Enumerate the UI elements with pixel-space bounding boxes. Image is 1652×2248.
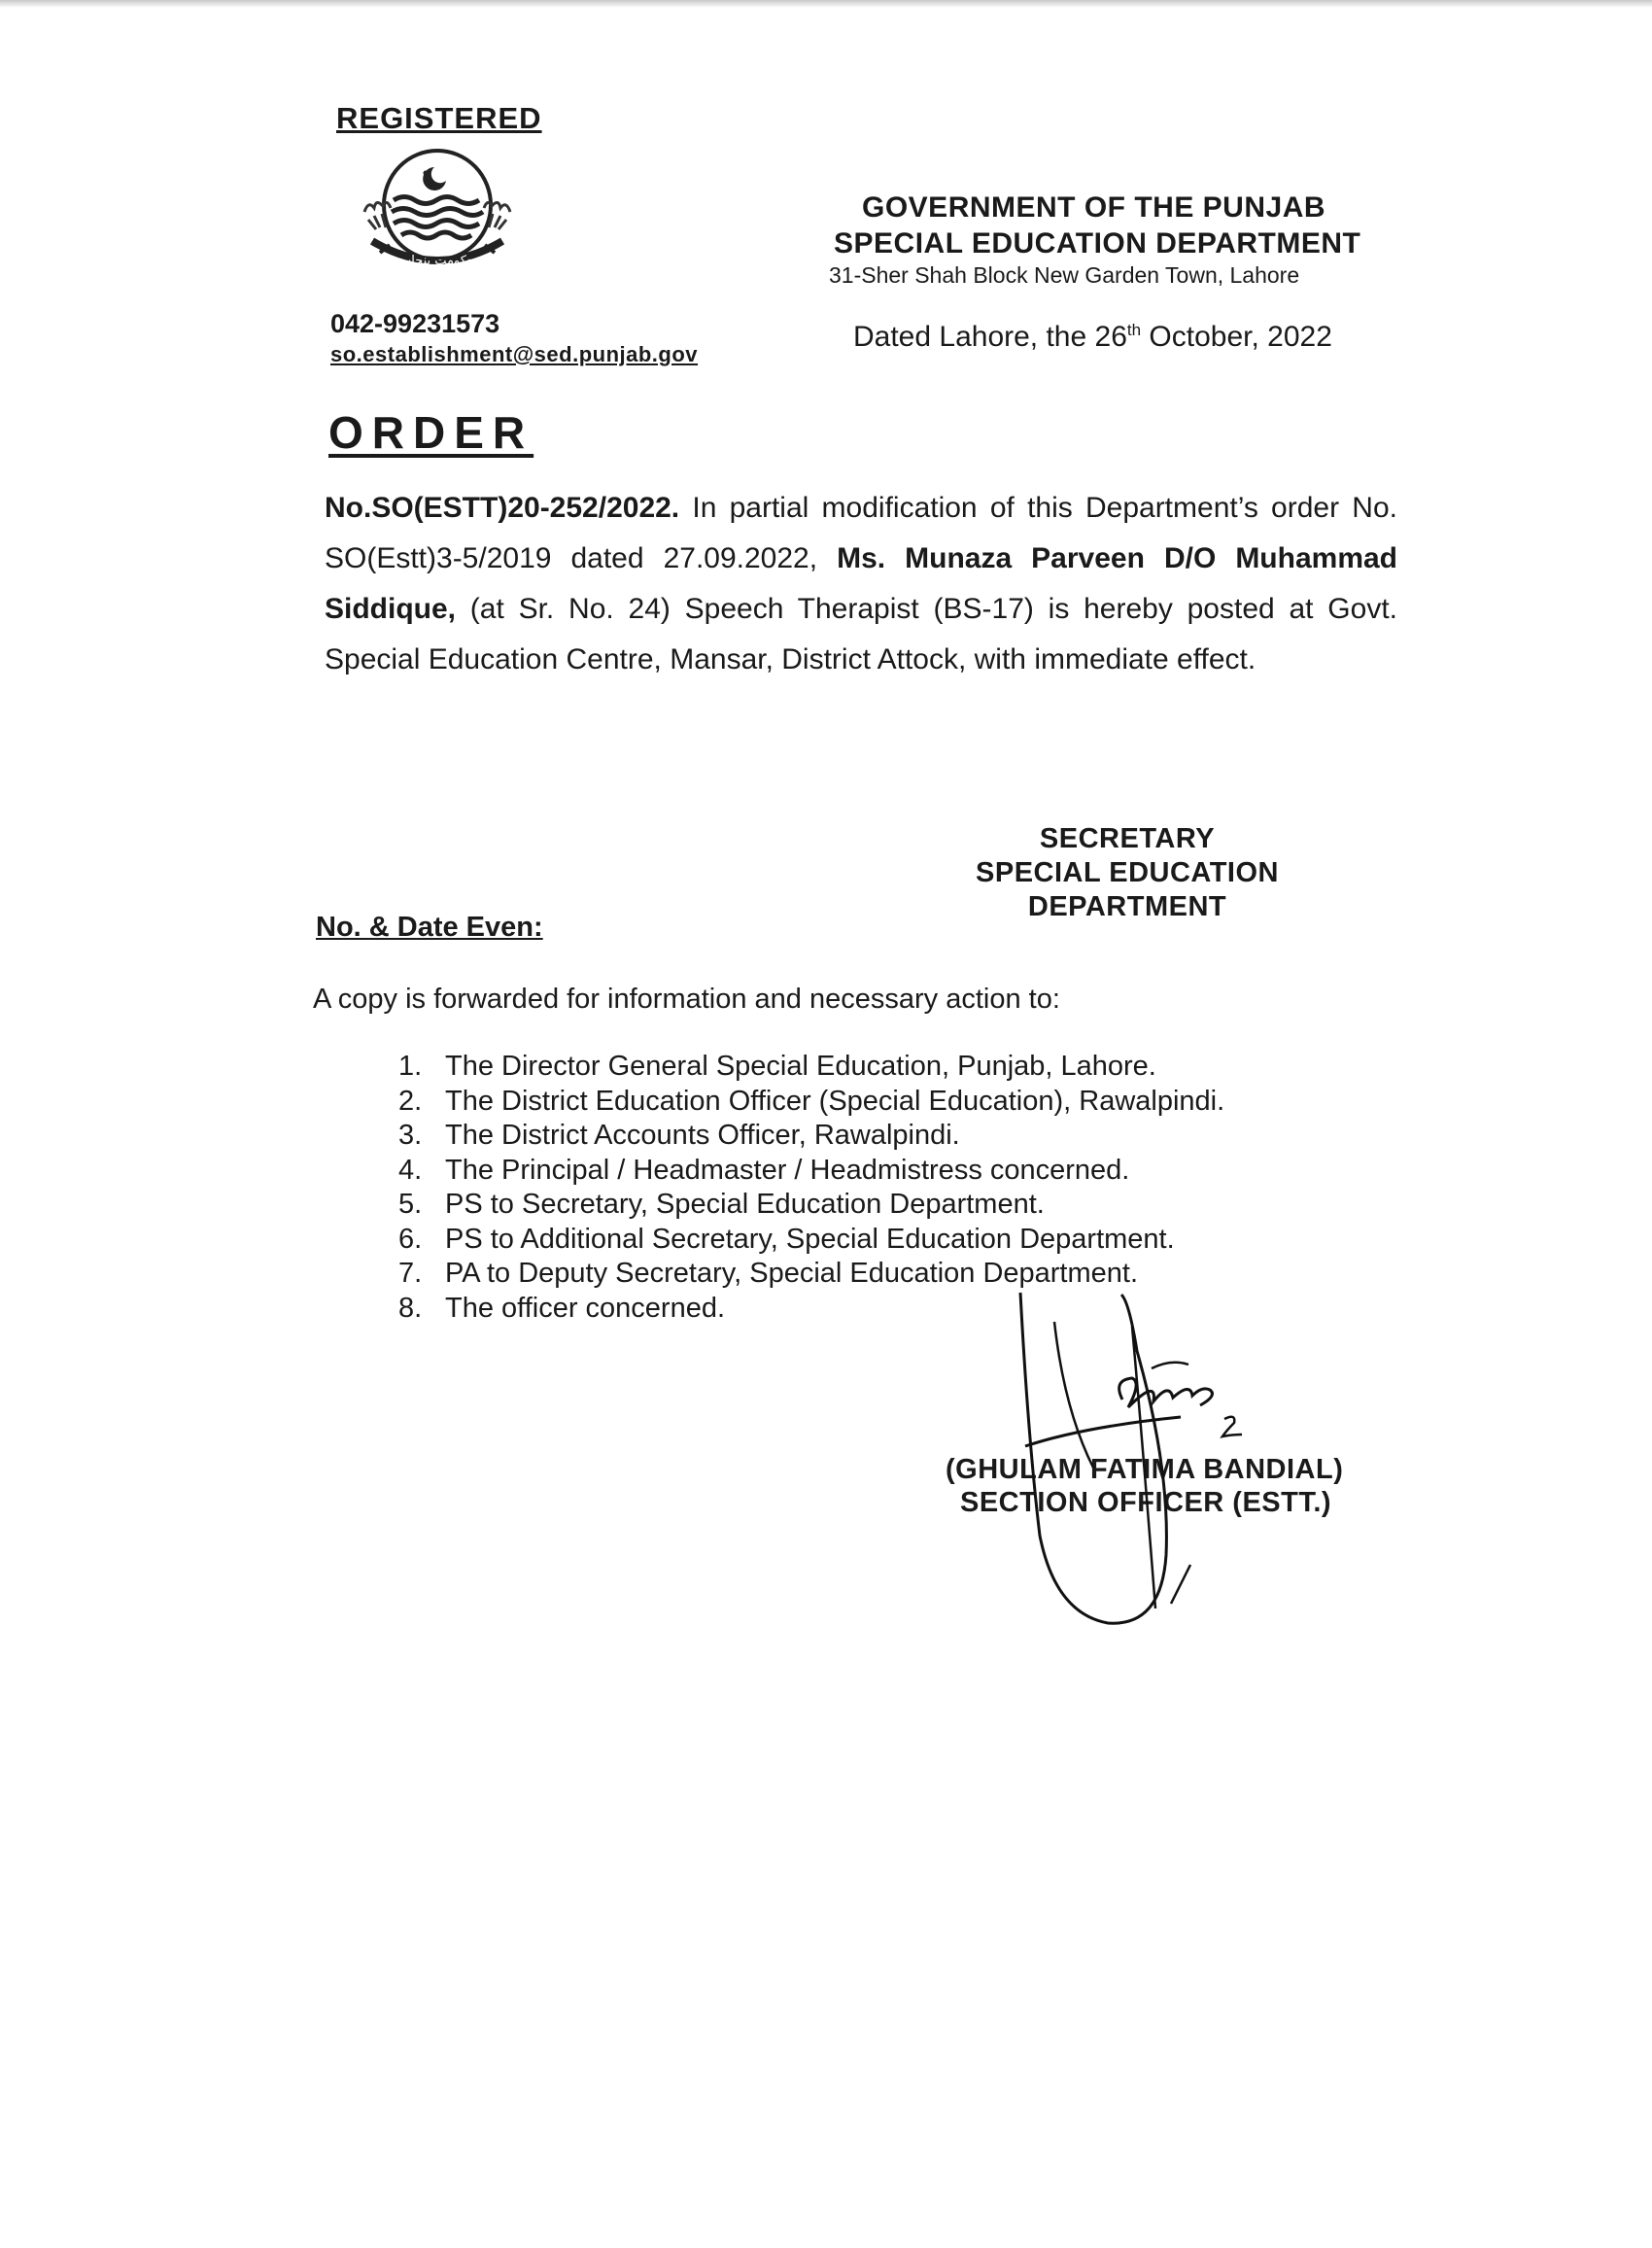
government-title: GOVERNMENT OF THE PUNJAB xyxy=(862,191,1326,224)
list-item: 6. PS to Additional Secretary, Special Education Department. xyxy=(398,1223,1175,1255)
list-item: 5. PS to Secretary, Special Education Department. xyxy=(398,1189,1045,1220)
list-item: 7. PA to Deputy Secretary, Special Education Department. xyxy=(398,1258,1139,1289)
handwritten-signature-icon xyxy=(986,1283,1278,1633)
order-ref-no: No.SO(ESTT)20-252/2022. xyxy=(325,492,680,524)
list-item: 3. The District Accounts Officer, Rawalpindi. xyxy=(398,1120,960,1151)
signatory-name: (GHULAM FATIMA BANDIAL) xyxy=(946,1454,1344,1485)
seal-text: حکومت پنجاب xyxy=(399,254,475,268)
phone-number: 042-99231573 xyxy=(330,309,500,338)
registered-label: REGISTERED xyxy=(336,101,542,135)
signatory-title: SECTION OFFICER (ESTT.) xyxy=(960,1487,1332,1518)
officer-name: Ms. Munaza Parveen D/O Muhammad Siddique, xyxy=(325,542,1397,625)
no-date-even-heading: No. & Date Even: xyxy=(316,912,543,943)
department-address: 31-Sher Shah Block New Garden Town, Lahore xyxy=(829,262,1300,288)
email-address[interactable]: so.establishment@sed.punjab.gov xyxy=(330,342,699,366)
order-date: Dated Lahore, the 26th October, 2022 xyxy=(853,321,1332,353)
department-title: SPECIAL EDUCATION DEPARTMENT xyxy=(834,227,1361,259)
secretary-block: SECRETARY SPECIAL EDUCATION DEPARTMENT xyxy=(976,823,1279,922)
list-item: 8. The officer concerned. xyxy=(398,1292,726,1324)
punjab-government-seal-icon xyxy=(345,144,530,290)
scan-top-edge xyxy=(0,0,1652,8)
order-body: No.SO(ESTT)20-252/2022. In partial modification of this Department’s order No. SO(Estt)3-5/2019 dated 27.09.2022, Ms. Munaza Parveen D/O Muhammad Siddique, (at Sr. No. 24) Speech Therapist (BS-17) is hereby posted at Govt. Special Education Centre, Mansar, District Attock, with immediate effect. xyxy=(325,492,1397,675)
list-item: 4. The Principal / Headmaster / Headmistress concerned. xyxy=(398,1154,1130,1186)
list-item: 1. The Director General Special Education, Punjab, Lahore. xyxy=(398,1051,1156,1082)
list-item: 2. The District Education Officer (Special Education), Rawalpindi. xyxy=(398,1085,1225,1117)
copy-forwarded-text: A copy is forwarded for information and necessary action to: xyxy=(313,984,1060,1015)
order-heading: ORDER xyxy=(328,407,534,458)
